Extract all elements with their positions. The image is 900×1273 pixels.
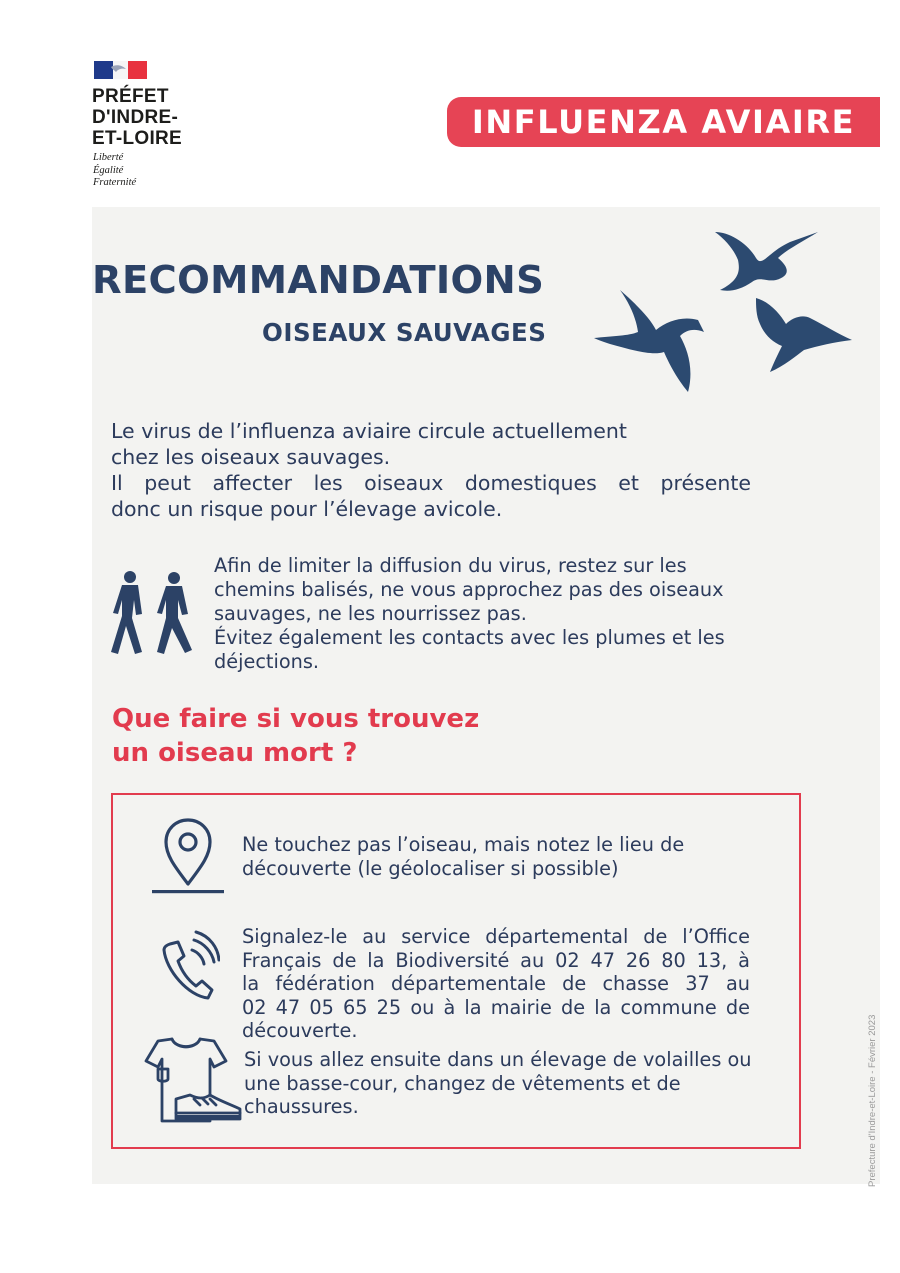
- phone-icon: [158, 930, 220, 1002]
- report-line: 02 47 05 65 25 ou à la mairie de la commune de: [242, 995, 750, 1019]
- step-location: Ne touchez pas l’oiseau, mais notez le lieu de découverte (le géolocaliser si possible): [242, 833, 685, 880]
- step-change-clothes: Si vous allez ensuite dans un élevage de volailles ou une basse-cour, changez de vêtements et de chaussures.: [244, 1048, 752, 1118]
- location-pin-icon: [148, 818, 228, 896]
- advice-paragraph: Afin de limiter la diffusion du virus, restez sur les chemins balisés, ne vous approchez pas des oiseaux sauvages, ne les nourrissez pas.: [214, 554, 724, 625]
- intro-line: Il peut affecter les oiseaux domestiques et présente: [111, 471, 751, 495]
- report-line: la fédération départementale de chasse 37 au: [242, 972, 750, 995]
- advice-text: [214, 554, 759, 674]
- footer-credit: Prefecture d'Indre-et-Loire - Février 2023: [867, 1014, 878, 1187]
- report-line: Français de la Biodiversité au 02 47 26 80 13, à: [242, 948, 750, 972]
- question-heading: Que faire si vous trouvez un oiseau mort ?: [112, 704, 480, 768]
- prefecture-name: PRÉFET D'INDRE- ET-LOIRE: [92, 86, 183, 149]
- intro-text: [111, 418, 751, 522]
- walkers-icon: [108, 570, 200, 658]
- intro-line: chez les oiseaux sauvages.: [111, 445, 391, 469]
- report-line: Signalez-le au service départemental de l’Office: [242, 925, 750, 948]
- advice-paragraph: Évitez également les contacts avec les plumes et les déjections.: [214, 626, 725, 673]
- report-line: découverte.: [242, 1019, 358, 1042]
- intro-line: donc un risque pour l’élevage avicole.: [111, 497, 503, 521]
- republic-flag-logo: [94, 61, 147, 79]
- clothes-shoe-icon: [128, 1035, 243, 1127]
- republic-motto: Liberté Égalité Fraternité: [93, 152, 137, 188]
- title-badge: INFLUENZA AVIAIRE: [471, 103, 856, 141]
- intro-line: Le virus de l’influenza aviaire circule actuellement: [111, 419, 627, 443]
- subtitle: OISEAUX SAUVAGES: [262, 318, 547, 347]
- main-title: RECOMMANDATIONS: [92, 258, 545, 303]
- step-report: [242, 925, 750, 1043]
- birds-icon: [590, 220, 860, 400]
